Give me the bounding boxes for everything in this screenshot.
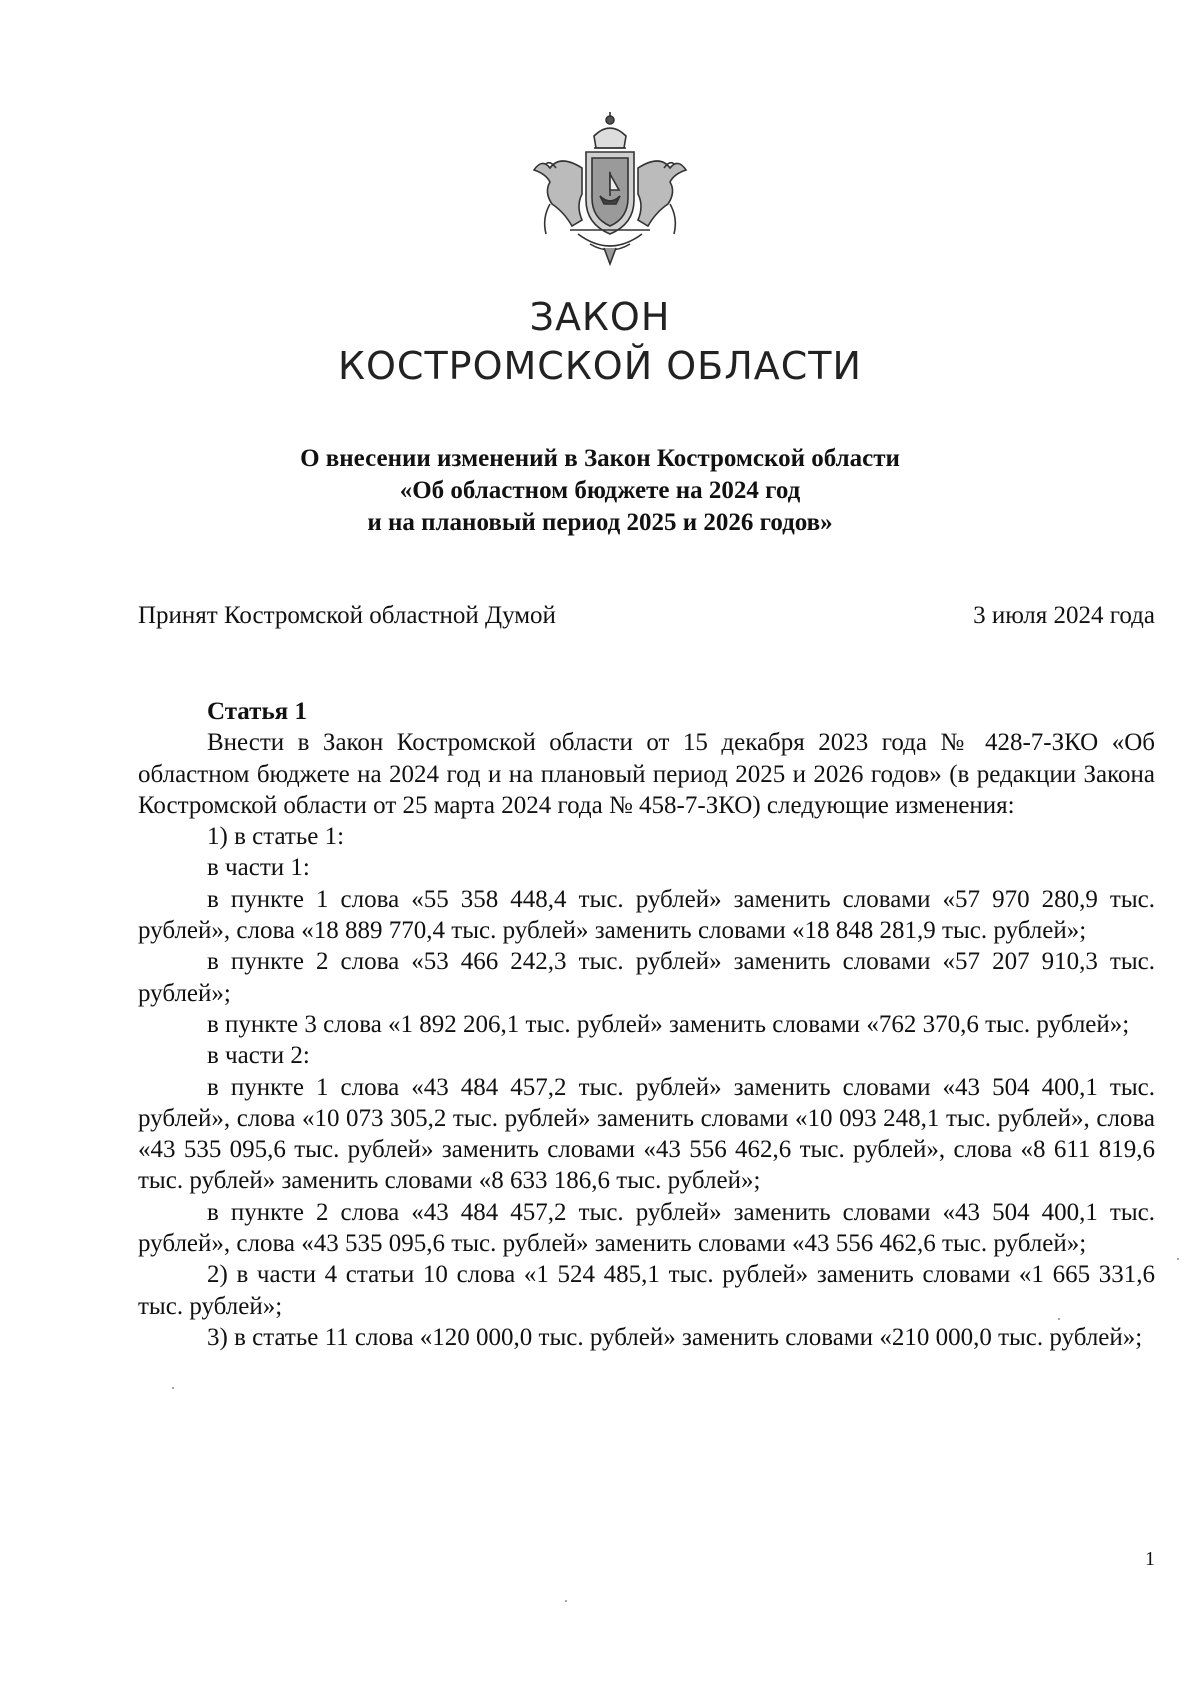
article-paragraph: в части 2: (207, 1042, 310, 1070)
article-paragraph: 2) в части 4 статьи 10 слова «1 524 485,1 тыс. рублей» заменить словами «1 665 331,6 тыс. рублей»; (138, 1261, 1155, 1320)
adopted-by: Принят Костромской областной Думой (138, 602, 556, 629)
subject-line-3: и на плановый период 2025 и 2026 годов» (367, 509, 833, 536)
law-region-title: КОСТРОМСКОЙ ОБЛАСТИ (338, 344, 862, 388)
scan-speck (172, 1387, 174, 1389)
subject-line-1: О внесении изменений в Закон Костромской области (300, 445, 900, 472)
article-1 (138, 696, 1155, 1353)
coat-of-arms-icon (520, 108, 700, 268)
article-paragraph: Внести в Закон Костромской области от 15 декабря 2023 года № 428-7-ЗКО «Об областном бюджете на 2024 год и на плановый период 2025 и 2026 годов» (в редакции Закона Костромской области от 25 марта 2024 года № 458-7-ЗКО) следующие изменения: (138, 729, 1155, 819)
article-title: Статья 1 (207, 698, 307, 725)
article-paragraph: в пункте 1 слова «55 358 448,4 тыс. рублей» заменить словами «57 970 280,9 тыс. рублей», слова «18 889 770,4 тыс. рублей» заменить словами «18 848 281,9 тыс. рублей»; (138, 885, 1155, 945)
page-number: 1 (1145, 1548, 1155, 1570)
article-paragraph: 1) в статье 1: (207, 823, 345, 851)
scan-speck (1058, 1318, 1060, 1320)
law-title: ЗАКОН (529, 295, 671, 339)
article-paragraph: в пункте 1 слова «43 484 457,2 тыс. рублей» заменить словами «43 504 400,1 тыс. рублей», слова «10 073 305,2 тыс. рублей» заменить словами «10 093 248,1 тыс. рублей», слова «43 535 095,6 тыс. рублей» заменить словами «43 556 462,6 тыс. рублей», слова «8 611 819,6 тыс. рублей» заменить словами «8 633 186,6 тыс. рублей»; (138, 1073, 1155, 1195)
article-paragraph: в пункте 3 слова «1 892 206,1 тыс. рублей» заменить словами «762 370,6 тыс. рублей»; (207, 1010, 1130, 1038)
scan-speck (1177, 1258, 1179, 1260)
subject-line-2: «Об областном бюджете на 2024 год (399, 477, 801, 504)
article-paragraph: 3) в статье 11 слова «120 000,0 тыс. рублей» заменить словами «210 000,0 тыс. рублей»; (207, 1323, 1143, 1351)
article-paragraph: в пункте 2 слова «53 466 242,3 тыс. рублей» заменить словами «57 207 910,3 тыс. рублей»; (138, 948, 1155, 1007)
adoption-date: 3 июля 2024 года (973, 602, 1155, 629)
scan-speck (565, 1600, 567, 1602)
article-paragraph: в пункте 2 слова «43 484 457,2 тыс. рублей» заменить словами «43 504 400,1 тыс. рублей», слова «43 535 095,6 тыс. рублей» заменить словами «43 556 462,6 тыс. рублей»; (138, 1198, 1155, 1258)
law-subject (0, 443, 1200, 539)
article-paragraph: в части 1: (207, 854, 310, 882)
